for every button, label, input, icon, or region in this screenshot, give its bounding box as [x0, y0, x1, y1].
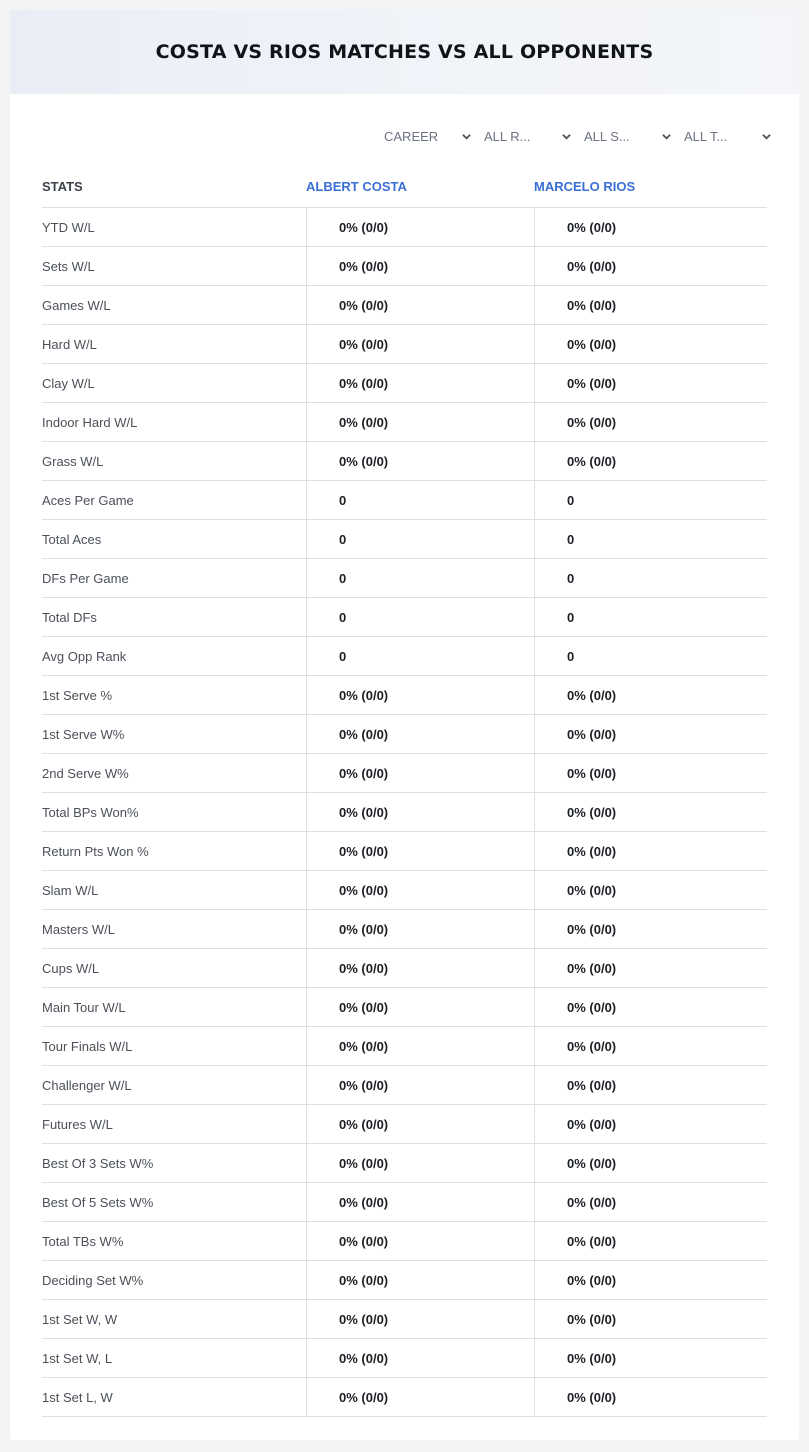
stat-label: Hard W/L	[42, 336, 97, 352]
stat-label: Indoor Hard W/L	[42, 414, 138, 430]
filter-label: ALL T...	[684, 128, 728, 144]
stat-label: Tour Finals W/L	[42, 1038, 133, 1054]
table-row	[42, 676, 767, 715]
chevron-down-icon	[562, 132, 571, 141]
player-2-value: 0	[534, 598, 767, 637]
chevron-down-icon	[462, 132, 471, 141]
table-row	[42, 598, 767, 637]
player-1-value: 0% (0/0)	[306, 1105, 534, 1144]
player-1-value: 0% (0/0)	[306, 1378, 534, 1417]
table-header-row	[42, 166, 767, 208]
table-row	[42, 403, 767, 442]
player-2-value: 0% (0/0)	[534, 208, 767, 247]
table-row	[42, 364, 767, 403]
stat-label: Total DFs	[42, 609, 97, 625]
player-1-value: 0% (0/0)	[306, 910, 534, 949]
stat-label: 1st Set L, W	[42, 1389, 113, 1405]
stat-label: Main Tour W/L	[42, 999, 126, 1015]
table-row	[42, 637, 767, 676]
player-2-value: 0% (0/0)	[534, 754, 767, 793]
stat-label: Masters W/L	[42, 921, 115, 937]
table-row	[42, 442, 767, 481]
table-row	[42, 832, 767, 871]
page-title: COSTA VS RIOS MATCHES VS ALL OPPONENTS	[155, 41, 654, 63]
player-2-value: 0% (0/0)	[534, 676, 767, 715]
player-2-value: 0% (0/0)	[534, 1378, 767, 1417]
round-filter-select[interactable]	[482, 126, 582, 146]
table-row	[42, 1105, 767, 1144]
table-row	[42, 754, 767, 793]
player-2-link[interactable]: MARCELO RIOS	[534, 179, 636, 194]
table-row	[42, 793, 767, 832]
player-1-value: 0% (0/0)	[306, 871, 534, 910]
player-2-value: 0% (0/0)	[534, 325, 767, 364]
player-1-value: 0% (0/0)	[306, 208, 534, 247]
table-row	[42, 910, 767, 949]
stat-label: Games W/L	[42, 297, 111, 313]
stat-label: Total TBs W%	[42, 1233, 124, 1249]
table-row	[42, 1066, 767, 1105]
stat-label: 1st Serve W%	[42, 726, 125, 742]
stat-label: Deciding Set W%	[42, 1272, 144, 1288]
player-1-link[interactable]: ALBERT COSTA	[306, 179, 407, 194]
player-1-value: 0% (0/0)	[306, 442, 534, 481]
player-1-value: 0	[306, 520, 534, 559]
player-2-value: 0% (0/0)	[534, 1027, 767, 1066]
player-1-value: 0	[306, 598, 534, 637]
table-row	[42, 949, 767, 988]
stat-label: Clay W/L	[42, 375, 95, 391]
stat-label: Total Aces	[42, 531, 102, 547]
table-row	[42, 1144, 767, 1183]
player-2-value: 0% (0/0)	[534, 1261, 767, 1300]
player-1-value: 0% (0/0)	[306, 1144, 534, 1183]
stat-label: Challenger W/L	[42, 1077, 132, 1093]
player-1-value: 0% (0/0)	[306, 949, 534, 988]
player-1-value: 0% (0/0)	[306, 1339, 534, 1378]
table-body	[42, 208, 767, 1417]
player-1-value: 0% (0/0)	[306, 1066, 534, 1105]
player-1-value: 0% (0/0)	[306, 832, 534, 871]
player-2-value: 0% (0/0)	[534, 442, 767, 481]
stats-table	[42, 166, 767, 1417]
player-2-value: 0% (0/0)	[534, 871, 767, 910]
player-1-value: 0% (0/0)	[306, 1261, 534, 1300]
table-row	[42, 988, 767, 1027]
player-2-value: 0% (0/0)	[534, 1183, 767, 1222]
player-1-value: 0% (0/0)	[306, 1222, 534, 1261]
stat-label: Avg Opp Rank	[42, 648, 127, 664]
player-1-value: 0% (0/0)	[306, 403, 534, 442]
tournament-filter-select[interactable]	[682, 126, 782, 146]
stat-label: Cups W/L	[42, 960, 100, 976]
player-1-value: 0	[306, 637, 534, 676]
table-row	[42, 871, 767, 910]
stat-label: 1st Set W, L	[42, 1350, 113, 1366]
player-2-value: 0% (0/0)	[534, 247, 767, 286]
player-2-value: 0% (0/0)	[534, 286, 767, 325]
player-2-value: 0% (0/0)	[534, 715, 767, 754]
player-1-value: 0	[306, 559, 534, 598]
player-2-value: 0% (0/0)	[534, 1339, 767, 1378]
player-1-value: 0% (0/0)	[306, 715, 534, 754]
stat-label: DFs Per Game	[42, 570, 129, 586]
player-1-value: 0% (0/0)	[306, 286, 534, 325]
table-row	[42, 1261, 767, 1300]
surface-filter-select[interactable]	[582, 126, 682, 146]
player-2-value: 0% (0/0)	[534, 1066, 767, 1105]
filter-label: CAREER	[384, 128, 439, 144]
table-row	[42, 208, 767, 247]
player-1-value: 0% (0/0)	[306, 676, 534, 715]
chevron-down-icon	[662, 132, 671, 141]
player-2-value: 0	[534, 481, 767, 520]
player-1-value: 0% (0/0)	[306, 364, 534, 403]
player-2-value: 0% (0/0)	[534, 832, 767, 871]
stat-label: Return Pts Won %	[42, 843, 149, 859]
table-row	[42, 1339, 767, 1378]
stat-label: Sets W/L	[42, 258, 95, 274]
stats-card	[10, 10, 799, 1440]
table-row	[42, 520, 767, 559]
filter-label: ALL S...	[584, 128, 630, 144]
stat-label: Futures W/L	[42, 1116, 113, 1132]
stat-label: Slam W/L	[42, 882, 99, 898]
table-row	[42, 559, 767, 598]
table-row	[42, 325, 767, 364]
player-2-value: 0	[534, 637, 767, 676]
table-row	[42, 1222, 767, 1261]
table-row	[42, 286, 767, 325]
player-2-value: 0% (0/0)	[534, 403, 767, 442]
player-2-value: 0	[534, 559, 767, 598]
table-row	[42, 1183, 767, 1222]
player-1-value: 0% (0/0)	[306, 1300, 534, 1339]
table-row	[42, 1027, 767, 1066]
player-2-value: 0% (0/0)	[534, 910, 767, 949]
player-1-value: 0% (0/0)	[306, 1027, 534, 1066]
player-2-value: 0% (0/0)	[534, 1144, 767, 1183]
table-row	[42, 247, 767, 286]
stat-label: YTD W/L	[42, 219, 95, 235]
stat-label: Best Of 5 Sets W%	[42, 1194, 154, 1210]
player-1-value: 0% (0/0)	[306, 754, 534, 793]
player-2-value: 0% (0/0)	[534, 1222, 767, 1261]
player-2-value: 0% (0/0)	[534, 1300, 767, 1339]
stat-label: Total BPs Won%	[42, 804, 139, 820]
player-1-value: 0% (0/0)	[306, 325, 534, 364]
stat-label: 1st Set W, W	[42, 1311, 118, 1327]
stat-label: Grass W/L	[42, 453, 104, 469]
player-1-value: 0	[306, 481, 534, 520]
player-2-value: 0	[534, 520, 767, 559]
player-2-value: 0% (0/0)	[534, 988, 767, 1027]
player-1-value: 0% (0/0)	[306, 1183, 534, 1222]
table-row	[42, 481, 767, 520]
table-row	[42, 715, 767, 754]
stat-label: 1st Serve %	[42, 687, 113, 703]
stat-label: Aces Per Game	[42, 492, 134, 508]
table-row	[42, 1378, 767, 1417]
stat-label: Best Of 3 Sets W%	[42, 1155, 154, 1171]
player-1-value: 0% (0/0)	[306, 988, 534, 1027]
player-2-value: 0% (0/0)	[534, 364, 767, 403]
player-2-value: 0% (0/0)	[534, 949, 767, 988]
period-filter-select[interactable]	[382, 126, 482, 146]
chevron-down-icon	[762, 132, 771, 141]
player-2-value: 0% (0/0)	[534, 1105, 767, 1144]
filter-label: ALL R...	[484, 128, 531, 144]
player-1-value: 0% (0/0)	[306, 793, 534, 832]
filter-bar	[382, 126, 782, 146]
card-header	[10, 10, 799, 94]
player-1-value: 0% (0/0)	[306, 247, 534, 286]
table-row	[42, 1300, 767, 1339]
player-2-value: 0% (0/0)	[534, 793, 767, 832]
stats-column-header: STATS	[42, 179, 83, 194]
stat-label: 2nd Serve W%	[42, 765, 129, 781]
